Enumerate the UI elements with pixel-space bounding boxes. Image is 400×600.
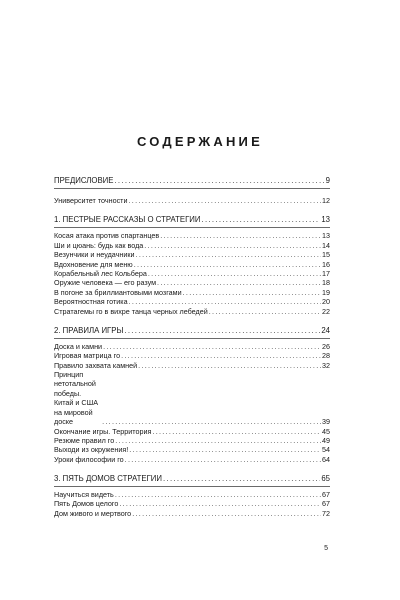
toc-entry bbox=[54, 307, 330, 316]
toc-section-heading bbox=[54, 474, 330, 484]
dot-leader bbox=[102, 417, 321, 426]
dot-leader bbox=[144, 241, 321, 250]
entry-page-number: 64 bbox=[322, 454, 330, 464]
toc-entry bbox=[54, 361, 330, 370]
section-page-number: 24 bbox=[321, 325, 330, 335]
dot-leader bbox=[115, 490, 321, 499]
entry-page-number: 12 bbox=[322, 195, 330, 205]
toc-entry bbox=[54, 250, 330, 259]
dot-leader bbox=[129, 297, 321, 306]
entry-page-number: 15 bbox=[322, 250, 330, 260]
dot-leader bbox=[152, 427, 321, 436]
entry-page-number: 72 bbox=[322, 508, 330, 518]
toc-section bbox=[54, 215, 330, 316]
entry-page-number: 19 bbox=[322, 287, 330, 297]
section-divider bbox=[54, 486, 330, 487]
entry-label: Ши и цюань: будь как вода bbox=[54, 240, 144, 250]
entry-label: Дом живого и мертвого bbox=[54, 508, 132, 518]
entry-page-number: 39 bbox=[322, 417, 330, 427]
dot-leader bbox=[132, 509, 321, 518]
entry-label: Окончание игры. Территория bbox=[54, 426, 152, 436]
section-page-number: 13 bbox=[321, 215, 330, 225]
toc-entry bbox=[54, 342, 330, 351]
dot-leader bbox=[119, 499, 321, 508]
dot-leader bbox=[121, 351, 321, 360]
toc-entry bbox=[54, 351, 330, 360]
entry-page-number: 20 bbox=[322, 297, 330, 307]
toc-entry bbox=[54, 297, 330, 306]
section-divider bbox=[54, 188, 330, 189]
dot-leader bbox=[148, 269, 321, 278]
entry-label-line-2: на мировой доске bbox=[54, 407, 93, 427]
entry-label: Корабельный лес Кольбера bbox=[54, 268, 147, 278]
entry-page-number: 67 bbox=[322, 499, 330, 509]
entry-label: Уроки философии го bbox=[54, 454, 124, 464]
toc-entry bbox=[54, 241, 330, 250]
dot-leader bbox=[129, 445, 321, 454]
dot-leader bbox=[114, 176, 324, 186]
dot-leader bbox=[136, 250, 321, 259]
entry-label: Резюме правил го bbox=[54, 435, 115, 445]
toc-entry bbox=[54, 445, 330, 454]
entry-label: Стратагемы го в вихре танца черных лебедей bbox=[54, 306, 208, 316]
toc-entry bbox=[54, 490, 330, 499]
toc-entry bbox=[54, 509, 330, 518]
dot-leader bbox=[163, 474, 320, 484]
toc-section-heading bbox=[54, 326, 330, 336]
dot-leader bbox=[209, 307, 321, 316]
dot-leader bbox=[138, 361, 321, 370]
entry-page-number: 13 bbox=[322, 231, 330, 241]
entry-page-number: 49 bbox=[322, 435, 330, 445]
dot-leader bbox=[103, 342, 321, 351]
entry-label: Научиться видеть bbox=[54, 490, 114, 500]
entry-label: Оружие человека — его разум bbox=[54, 278, 157, 288]
dot-leader bbox=[124, 326, 320, 336]
section-heading-label: 1. ПЕСТРЫЕ РАССКАЗЫ О СТРАТЕГИИ bbox=[54, 215, 201, 225]
section-heading-label: ПРЕДИСЛОВИЕ bbox=[54, 176, 114, 185]
dot-leader bbox=[134, 260, 321, 269]
dot-leader bbox=[183, 288, 321, 297]
entry-page-number: 26 bbox=[322, 341, 330, 351]
toc-entry bbox=[54, 455, 330, 464]
entry-label bbox=[54, 370, 102, 426]
section-divider bbox=[54, 227, 330, 228]
section-heading-label: 2. ПРАВИЛА ИГРЫ bbox=[54, 325, 124, 335]
entry-label: Правило захвата камней bbox=[54, 360, 138, 370]
toc-section-heading bbox=[54, 215, 330, 225]
entry-page-number: 67 bbox=[322, 490, 330, 500]
entry-label: Выходи из окружения! bbox=[54, 445, 129, 455]
section-page-number: 9 bbox=[325, 176, 330, 185]
dot-leader bbox=[115, 436, 321, 445]
entry-label: В погоне за бриллиантовыми мозгами bbox=[54, 287, 182, 297]
dot-leader bbox=[129, 196, 322, 205]
toc-section bbox=[54, 474, 330, 518]
entry-page-number: 54 bbox=[322, 445, 330, 455]
entry-label: Везунчики и неудачники bbox=[54, 250, 135, 260]
entry-label: Университет точности bbox=[54, 195, 128, 205]
entry-page-number: 45 bbox=[322, 426, 330, 436]
dot-leader bbox=[125, 455, 321, 464]
entry-label: Игровая матрица го bbox=[54, 351, 121, 361]
dot-leader bbox=[157, 278, 321, 287]
toc-section-heading bbox=[54, 176, 330, 186]
table-of-contents bbox=[54, 176, 330, 518]
entry-page-number: 14 bbox=[322, 240, 330, 250]
entry-label: Пять Домов целого bbox=[54, 499, 119, 509]
section-page-number: 65 bbox=[321, 474, 330, 484]
toc-entry bbox=[54, 231, 330, 240]
entry-page-number: 28 bbox=[322, 351, 330, 361]
toc-section bbox=[54, 326, 330, 464]
toc-entry bbox=[54, 499, 330, 508]
dot-leader bbox=[202, 215, 321, 225]
entry-label: Вдохновение для меню bbox=[54, 259, 133, 269]
dot-leader bbox=[160, 231, 321, 240]
entry-page-number: 18 bbox=[322, 278, 330, 288]
toc-entry bbox=[54, 196, 330, 205]
toc-entry bbox=[54, 370, 330, 426]
toc-entry bbox=[54, 436, 330, 445]
toc-entry bbox=[54, 260, 330, 269]
toc-entry bbox=[54, 288, 330, 297]
entry-label: Косая атака против спартанцев bbox=[54, 231, 160, 241]
section-heading-label: 3. ПЯТЬ ДОМОВ СТРАТЕГИИ bbox=[54, 474, 163, 484]
entry-page-number: 32 bbox=[322, 360, 330, 370]
entry-page-number: 22 bbox=[322, 306, 330, 316]
entry-page-number: 16 bbox=[322, 259, 330, 269]
page-number: 5 bbox=[324, 545, 328, 552]
section-divider bbox=[54, 338, 330, 339]
toc-entry bbox=[54, 427, 330, 436]
page-title: СОДЕРЖАНИЕ bbox=[137, 134, 263, 149]
toc-entry bbox=[54, 278, 330, 287]
toc-entry bbox=[54, 269, 330, 278]
entry-page-number: 17 bbox=[322, 268, 330, 278]
entry-label: Доска и камни bbox=[54, 341, 103, 351]
entry-label: Вероятностная готика bbox=[54, 297, 128, 307]
entry-label-line-1: Принцип нетотальной победы. Китай и США bbox=[54, 370, 99, 408]
toc-section bbox=[54, 176, 330, 205]
